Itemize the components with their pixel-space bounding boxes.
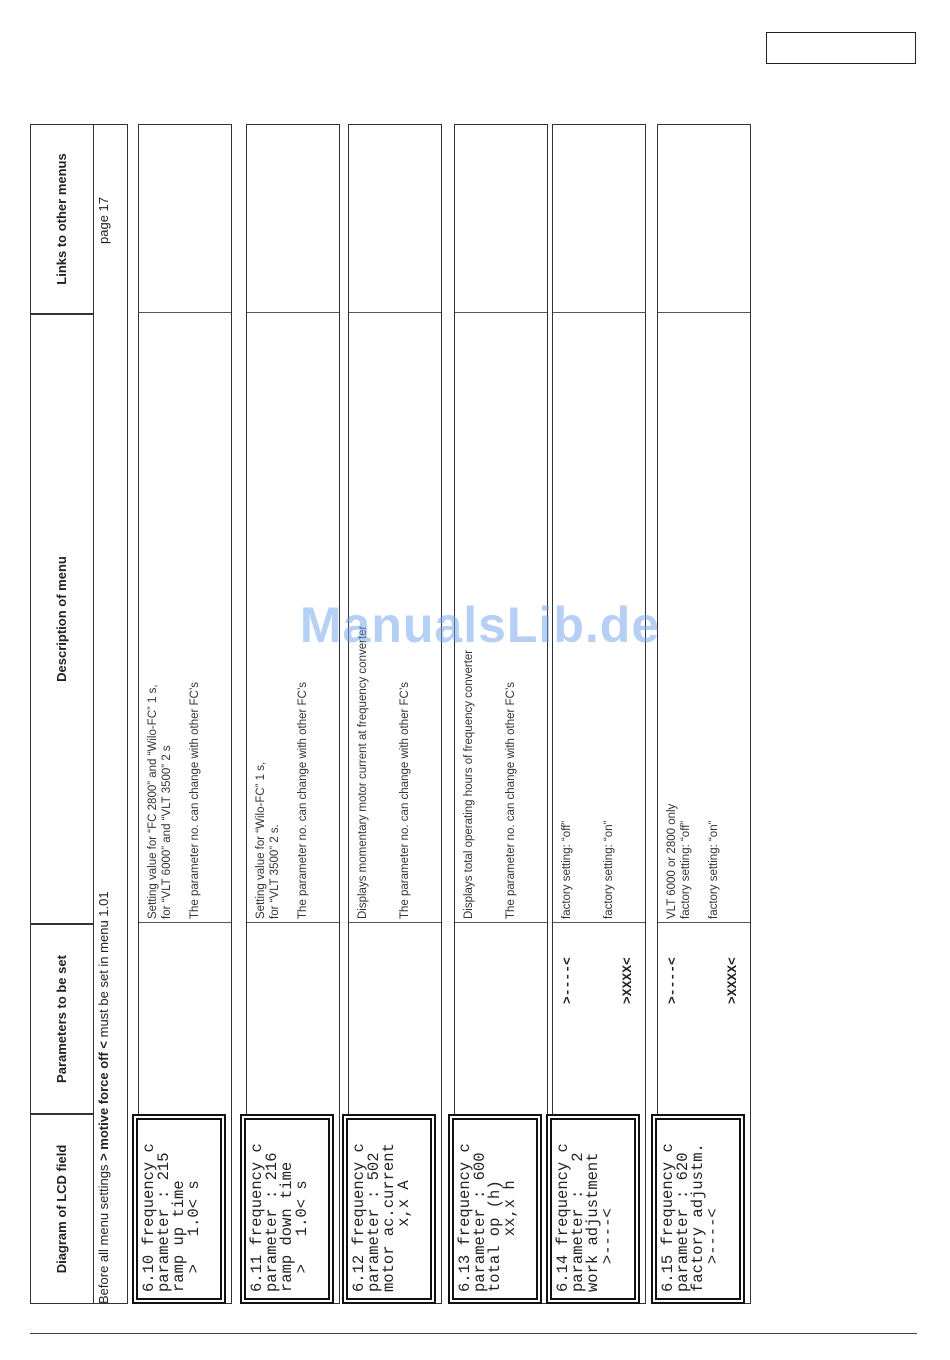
lcd-line: ramp down time xyxy=(278,1161,296,1292)
lcd-screen xyxy=(136,1118,222,1300)
column-divider xyxy=(349,922,441,923)
lcd-line: 6.12 frequency c xyxy=(350,1143,368,1292)
description-line xyxy=(574,821,588,919)
lcd-line: >----< xyxy=(599,1208,617,1292)
lcd-line: 6.14 frequency c xyxy=(554,1143,572,1292)
lcd-line: parameter : 2 xyxy=(569,1152,587,1292)
description-line: factory setting: “off” xyxy=(680,820,692,919)
lcd-display xyxy=(448,1114,542,1304)
header-description-text: Description of menu xyxy=(53,556,69,682)
description-line xyxy=(384,626,398,919)
lcd-line: 6.15 frequency c xyxy=(659,1143,677,1292)
description-line xyxy=(370,626,384,919)
lcd-screen xyxy=(244,1118,330,1300)
lcd-screen xyxy=(346,1118,432,1300)
column-divider xyxy=(139,312,231,313)
lcd-line: parameter : 600 xyxy=(471,1152,489,1292)
description-line: for “VLT 6000” and “VLT 3500” 2 s xyxy=(161,745,173,919)
description-line xyxy=(282,682,296,919)
lcd-line: motor ac.current xyxy=(380,1143,398,1292)
description-line: Displays total operating hours of frequency converter xyxy=(463,649,475,919)
lcd-line: > 1.0< s xyxy=(293,1180,311,1292)
column-divider xyxy=(247,922,339,923)
lcd-line: total op (h) xyxy=(486,1180,504,1292)
lcd-line: x,x A xyxy=(395,1180,413,1292)
footer-rule xyxy=(30,1333,917,1334)
header-parameters xyxy=(30,924,94,1114)
lcd-line: parameter : 502 xyxy=(365,1152,383,1292)
lcd-display xyxy=(342,1114,436,1304)
column-divider xyxy=(247,312,339,313)
description-line: Setting value for “FC 2800” and “Wilo-FC” 1 s, xyxy=(147,684,159,919)
lcd-line: >----< xyxy=(704,1208,722,1292)
lcd-screen xyxy=(655,1118,741,1300)
column-divider xyxy=(553,312,645,313)
link-page[interactable]: page 17 xyxy=(96,197,111,244)
description-line xyxy=(588,821,602,919)
intro-row xyxy=(94,124,128,1304)
description-line: Displays momentary motor current at frequency converter xyxy=(357,625,369,919)
header-links-text: Links to other menus xyxy=(53,153,69,285)
lcd-line: factory adjustm. xyxy=(689,1143,707,1292)
param-value-on[interactable]: >XXXX< xyxy=(725,957,740,1004)
lcd-line: > 1.0< s xyxy=(185,1180,203,1292)
header-parameters-text: Parameters to be set xyxy=(53,955,69,1083)
intro-marker: > motive force off < xyxy=(96,1041,111,1161)
lcd-line: work adjustment xyxy=(584,1152,602,1292)
menu-description xyxy=(254,682,310,919)
column-divider xyxy=(139,922,231,923)
column-divider xyxy=(455,922,547,923)
param-value-on[interactable]: >XXXX< xyxy=(620,957,635,1004)
description-line: The parameter no. can change with other FC’s xyxy=(189,682,201,919)
param-value-off[interactable]: >----< xyxy=(665,957,680,1004)
lcd-display xyxy=(651,1114,745,1304)
menu-description xyxy=(665,804,721,919)
lcd-line: parameter : 215 xyxy=(155,1152,173,1292)
lcd-display xyxy=(546,1114,640,1304)
column-divider xyxy=(658,312,750,313)
lcd-line: 6.11 frequency c xyxy=(248,1143,266,1292)
param-value-off[interactable]: >----< xyxy=(560,957,575,1004)
column-divider xyxy=(553,922,645,923)
lcd-screen xyxy=(550,1118,636,1300)
column-divider xyxy=(349,312,441,313)
menu-description xyxy=(462,650,518,919)
column-divider xyxy=(658,922,750,923)
rotated-table xyxy=(30,124,750,1304)
menu-description xyxy=(146,682,202,919)
page-number-box xyxy=(766,32,916,64)
lcd-line: ramp up time xyxy=(170,1180,188,1292)
lcd-line: parameter : 216 xyxy=(263,1152,281,1292)
menu-description xyxy=(356,626,412,919)
description-line: The parameter no. can change with other FC’s xyxy=(399,682,411,919)
watermark: ManualsLib.de xyxy=(299,597,661,653)
description-line: factory setting: “off” xyxy=(561,820,573,919)
header-links xyxy=(30,124,94,314)
lcd-line: xx,x h xyxy=(501,1180,519,1292)
lcd-line: parameter : 620 xyxy=(674,1152,692,1292)
header-lcd-diagram xyxy=(30,1114,94,1304)
header-description xyxy=(30,314,94,924)
column-divider xyxy=(455,312,547,313)
header-lcd-text: Diagram of LCD field xyxy=(53,1144,69,1274)
description-line: factory setting: “on” xyxy=(603,820,615,919)
lcd-display xyxy=(132,1114,226,1304)
description-line: The parameter no. can change with other FC’s xyxy=(297,682,309,919)
intro-prefix: Before all menu settings xyxy=(96,1160,111,1304)
description-line xyxy=(174,682,188,919)
description-line: The parameter no. can change with other FC’s xyxy=(505,682,517,919)
lcd-screen xyxy=(452,1118,538,1300)
description-line xyxy=(490,650,504,919)
description-line: Setting value for “Wilo-FC” 1 s, xyxy=(255,761,267,919)
lcd-line: 6.13 frequency c xyxy=(456,1143,474,1292)
description-line: for “VLT 3500” 2 s. xyxy=(269,824,281,919)
lcd-line: 6.10 frequency c xyxy=(140,1143,158,1292)
menu-description xyxy=(560,821,616,919)
description-line: factory setting: “on” xyxy=(708,820,720,919)
lcd-display xyxy=(240,1114,334,1304)
description-line: VLT 6000 or 2800 only xyxy=(666,803,678,919)
intro-suffix: must be set in menu 1.01 xyxy=(96,891,111,1041)
description-line xyxy=(693,804,707,919)
description-line xyxy=(476,650,490,919)
